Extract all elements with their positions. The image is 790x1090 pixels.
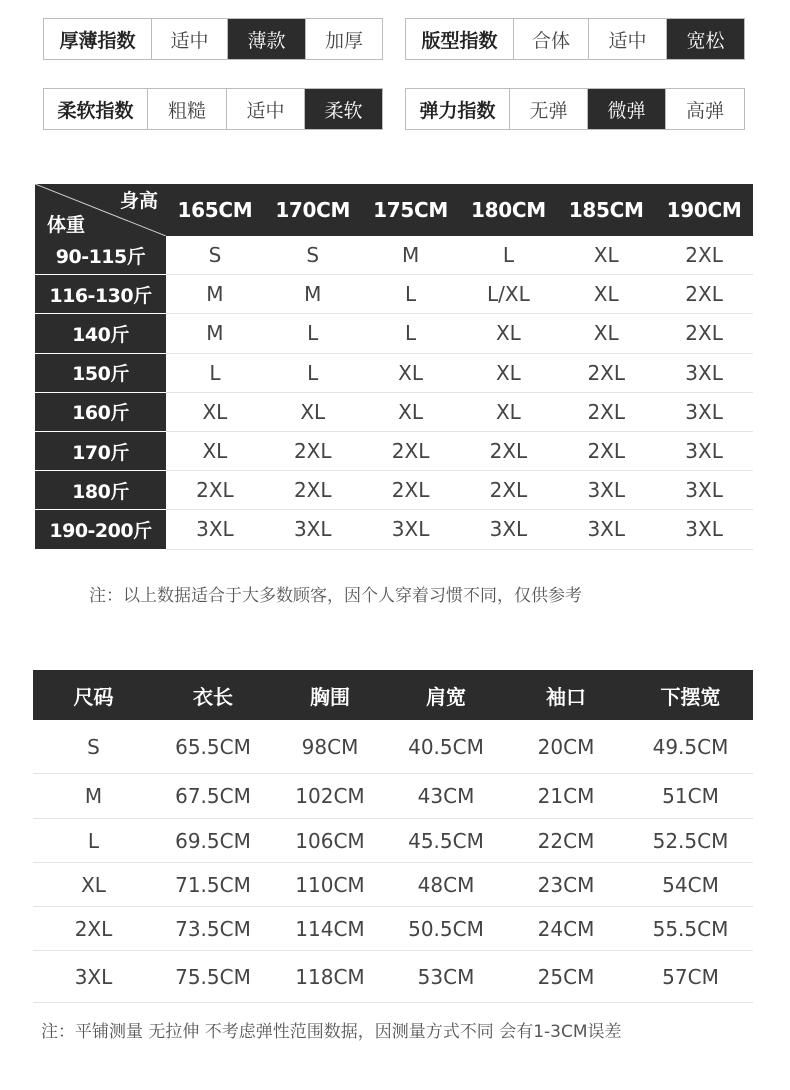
fit-option-fitted[interactable]: 合体 xyxy=(513,19,588,59)
length-cell: 75.5CM xyxy=(175,964,251,989)
softness-option-moderate[interactable]: 适中 xyxy=(226,89,304,129)
weight-row-header: 160斤 xyxy=(35,393,166,432)
elasticity-index-label: 弹力指数 xyxy=(419,99,496,122)
shoulder-cell: 40.5CM xyxy=(408,734,484,759)
recommended-size-cell: L/XL xyxy=(487,282,530,307)
hem-cell: 57CM xyxy=(662,964,719,989)
shoulder-cell: 43CM xyxy=(417,784,475,808)
hem-column-header: 下摆宽 xyxy=(660,684,721,709)
cuff-column-header: 袖口 xyxy=(546,684,586,709)
recommended-size-cell: L xyxy=(307,360,319,385)
length-cell: 71.5CM xyxy=(175,872,251,897)
elasticity-option-high[interactable]: 高弹 xyxy=(665,89,744,129)
recommended-size-cell: 3XL xyxy=(685,399,723,424)
cuff-cell: 20CM xyxy=(537,734,595,759)
table-row xyxy=(33,907,753,951)
recommended-size-cell: 2XL xyxy=(293,439,332,464)
table-corner-cell xyxy=(35,184,166,236)
elasticity-index xyxy=(405,88,745,130)
recommended-size-cell: XL xyxy=(593,243,619,268)
size-table-body xyxy=(33,720,753,1003)
length-cell: 69.5CM xyxy=(175,828,251,853)
chest-cell: 106CM xyxy=(295,828,365,853)
recommended-size-cell: XL xyxy=(593,282,619,307)
size-cell: XL xyxy=(81,872,106,897)
recommended-size-cell: 2XL xyxy=(489,478,528,503)
hem-cell: 55.5CM xyxy=(652,916,729,941)
weight-row-header: 170斤 xyxy=(35,432,166,471)
recommended-size-cell: 3XL xyxy=(587,517,626,542)
recommended-size-cell: 3XL xyxy=(489,517,528,542)
fit-index-label: 版型指数 xyxy=(421,29,498,52)
thickness-index xyxy=(43,18,383,60)
recommended-size-cell: XL xyxy=(300,399,326,424)
recommended-size-cell: XL xyxy=(593,321,619,346)
fit-index xyxy=(405,18,745,60)
recommended-size-cell: 2XL xyxy=(391,439,430,464)
table-row xyxy=(35,314,753,353)
recommended-size-cell: L xyxy=(404,282,417,307)
height-column-header: 185CM xyxy=(568,198,644,222)
chest-cell: 110CM xyxy=(295,872,365,897)
length-cell: 67.5CM xyxy=(175,784,251,808)
chest-column-header: 胸围 xyxy=(310,684,350,709)
recommended-size-cell: 3XL xyxy=(196,517,234,542)
length-cell: 73.5CM xyxy=(175,916,251,941)
length-cell: 65.5CM xyxy=(175,734,251,759)
size-cell: M xyxy=(84,784,103,808)
recommended-size-cell: 3XL xyxy=(685,517,723,542)
recommended-size-cell: 2XL xyxy=(685,282,723,307)
size-cell: L xyxy=(87,828,100,853)
recommended-size-cell: 2XL xyxy=(685,321,723,346)
cuff-cell: 23CM xyxy=(537,872,595,897)
table-row xyxy=(35,275,753,314)
size-cell: 3XL xyxy=(74,964,113,989)
hem-cell: 54CM xyxy=(662,872,719,897)
recommended-size-cell: L xyxy=(307,321,319,346)
length-column-header: 衣长 xyxy=(193,684,233,709)
fit-option-moderate[interactable]: 适中 xyxy=(588,19,666,59)
recommended-size-cell: 2XL xyxy=(196,478,234,503)
height-axis-label: 身高 xyxy=(119,190,158,212)
recommended-size-cell: XL xyxy=(495,321,521,346)
recommended-size-cell: XL xyxy=(495,399,521,424)
recommended-size-cell: XL xyxy=(398,399,423,424)
cuff-cell: 22CM xyxy=(537,828,595,853)
recommended-size-cell: XL xyxy=(202,439,228,464)
weight-row-header: 150斤 xyxy=(35,354,166,393)
size-table-header xyxy=(33,670,753,720)
recommended-size-cell: L xyxy=(502,243,514,268)
height-column-header: 175CM xyxy=(373,198,448,222)
recommended-size-cell: L xyxy=(404,321,417,346)
weight-height-header xyxy=(35,184,753,236)
weight-height-table xyxy=(35,184,753,550)
shoulder-cell: 50.5CM xyxy=(408,916,484,941)
shoulder-column-header: 肩宽 xyxy=(426,684,466,709)
hem-cell: 49.5CM xyxy=(652,734,729,759)
weight-row-header: 90-115斤 xyxy=(35,236,166,275)
recommended-size-cell: XL xyxy=(398,360,423,385)
elasticity-option-none[interactable]: 无弹 xyxy=(509,89,587,129)
shoulder-cell: 45.5CM xyxy=(408,828,484,853)
weight-axis-label: 体重 xyxy=(47,214,86,236)
recommended-size-cell: 3XL xyxy=(587,478,626,503)
recommended-size-cell: M xyxy=(206,321,224,346)
recommended-size-cell: 3XL xyxy=(391,517,430,542)
recommended-size-cell: S xyxy=(208,243,222,268)
size-cell: 2XL xyxy=(74,916,113,941)
weight-table-note: 注：以上数据适合于大多数顾客，因个人穿着习惯不同，仅供参考 xyxy=(89,586,582,606)
weight-height-body xyxy=(35,236,753,550)
chest-cell: 118CM xyxy=(295,964,365,989)
measurement-note: 注：平铺测量 无拉伸 不考虑弹性范围数据，因测量方式不同 会有1-3CM误差 xyxy=(41,1022,622,1042)
thickness-option-thick[interactable]: 加厚 xyxy=(305,19,382,59)
softness-index xyxy=(43,88,383,130)
recommended-size-cell: M xyxy=(401,243,420,268)
recommended-size-cell: L xyxy=(209,360,221,385)
recommended-size-cell: 2XL xyxy=(587,399,626,424)
shoulder-cell: 48CM xyxy=(417,872,475,897)
table-row xyxy=(35,236,753,275)
height-column-header: 180CM xyxy=(470,198,546,222)
shoulder-cell: 53CM xyxy=(417,964,475,989)
weight-row-header: 140斤 xyxy=(35,314,166,353)
weight-row-header: 116-130斤 xyxy=(35,275,166,314)
thickness-option-moderate[interactable]: 适中 xyxy=(151,19,227,59)
recommended-size-cell: 2XL xyxy=(587,360,626,385)
height-column-header: 165CM xyxy=(177,198,253,222)
thickness-index-label: 厚薄指数 xyxy=(59,29,136,52)
recommended-size-cell: XL xyxy=(495,360,521,385)
elasticity-option-slight[interactable]: 微弹 xyxy=(587,89,665,129)
recommended-size-cell: 2XL xyxy=(587,439,626,464)
recommended-size-cell: 3XL xyxy=(685,439,723,464)
size-measurement-table xyxy=(33,670,753,1003)
cuff-cell: 24CM xyxy=(537,916,595,941)
softness-option-rough[interactable]: 粗糙 xyxy=(147,89,226,129)
recommended-size-cell: M xyxy=(304,282,322,307)
recommended-size-cell: XL xyxy=(202,399,228,424)
height-column-header: 170CM xyxy=(275,198,351,222)
table-row xyxy=(33,951,753,1003)
table-row xyxy=(35,393,753,432)
table-row xyxy=(35,471,753,510)
cuff-cell: 25CM xyxy=(537,964,595,989)
recommended-size-cell: S xyxy=(306,243,320,268)
table-row xyxy=(33,819,753,863)
softness-option-soft[interactable]: 柔软 xyxy=(304,89,382,129)
recommended-size-cell: 2XL xyxy=(685,243,723,268)
recommended-size-cell: 2XL xyxy=(391,478,430,503)
table-row xyxy=(35,354,753,393)
cuff-cell: 21CM xyxy=(537,784,595,808)
table-row xyxy=(33,774,753,819)
weight-row-header: 190-200斤 xyxy=(35,510,166,549)
height-column-header: 190CM xyxy=(666,198,742,222)
softness-index-label: 柔软指数 xyxy=(57,99,134,122)
size-column-header: 尺码 xyxy=(73,684,114,709)
fit-option-loose[interactable]: 宽松 xyxy=(666,19,744,59)
recommended-size-cell: 2XL xyxy=(293,478,332,503)
size-cell: S xyxy=(87,734,100,759)
recommended-size-cell: 3XL xyxy=(293,517,332,542)
recommended-size-cell: M xyxy=(206,282,224,307)
chest-cell: 102CM xyxy=(295,784,365,808)
table-row xyxy=(33,863,753,907)
thickness-option-thin[interactable]: 薄款 xyxy=(227,19,305,59)
recommended-size-cell: 3XL xyxy=(685,360,723,385)
chest-cell: 114CM xyxy=(295,916,365,941)
recommended-size-cell: 3XL xyxy=(685,478,723,503)
table-row xyxy=(35,510,753,549)
hem-cell: 51CM xyxy=(662,784,719,808)
chest-cell: 98CM xyxy=(301,734,359,759)
recommended-size-cell: 2XL xyxy=(489,439,528,464)
weight-row-header: 180斤 xyxy=(35,471,166,510)
hem-cell: 52.5CM xyxy=(652,828,729,853)
table-row xyxy=(35,432,753,471)
table-row xyxy=(33,720,753,774)
